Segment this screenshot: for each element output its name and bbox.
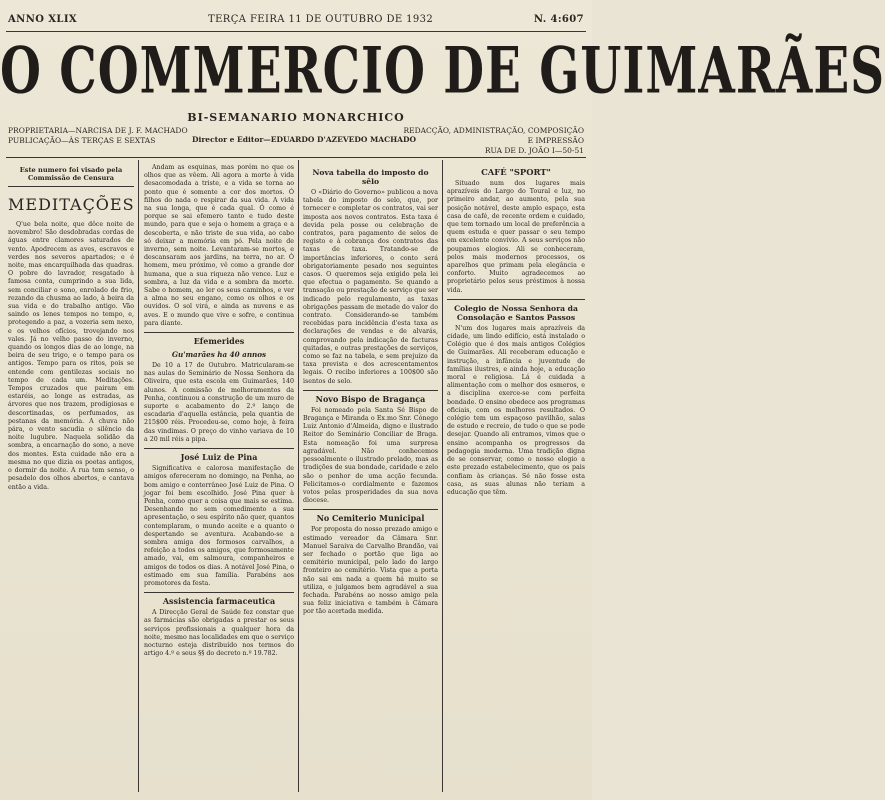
divider (303, 390, 438, 391)
article-text: Q'ue bela noite, que dôce noite de novembro! São desdobradas cordas de águas entre clamores saturados de vento. Apodrecem as aves, escravos e verdes nos severos apartados; e é noite, mas encarquilhada das quadras. O pobre do lavrador, resgatado à famosa conta, cumprindo a sua lida, sem conciliar o sono, enrolado de frio, rezando da chusma ao lado, à beira da sua vida e do trabalho antigo. Vão saindo os lenes tempos no tempo, e, protegendo a paz, a vozeria sem nexo, e os velhos ofícios, trovejando nos vales. Já no velho passo do inverno, quando os longos dias de ao longe, na beira de seu trigo, e o tempo para os antigos. Tempo para os ritos, pois se entende com gentilezas sociais no tempo de cada um. Meditações. Tempos cruzados que pairam em estaréis, ao longe as estradas, as árvores que nos trazem, prodigiosas e descortinadas, os perfumados, as pestanas da memória. A chuva não pára, o vento sacudia o silêncio da noite lugubre. Naquela solidão da sombra, a encarnação do sono, a neve dos montes. Esta cuidade não era a mesma no que dizia os poetas antigos, o dormir da noite. A rua tem senso, o pesadelo dos olhos abertos, e cantava então a vida. (8, 221, 134, 491)
address-1: REDACÇÃO, ADMINISTRAÇÃO, COMPOSIÇÃO (403, 126, 584, 135)
divider (144, 592, 294, 593)
divider (8, 186, 134, 187)
address-2: E IMPRESSÃO (527, 136, 584, 145)
ephemerides-text: De 10 a 17 de Outubro. Matricularam-se nas aulas do Seminário de Nossa Senhora da Oliveira, que esta escola em Guimarães, 140 alunos. A comissão de melhoramentos da Penha, continuou a construção de um muro de suporte e acabamento do 2.º lanço de escadaria d'aquella estância, pela quantia de 215$00 réis. Procedeu-se, como hoje, à feira das vindimas. O preço do vinho variava de 10 a 20 mil réis a pipa. (144, 362, 294, 443)
column-2 (144, 164, 294, 792)
director: Director e Editor—EDUARDO D'AZEVEDO MACHADO (192, 135, 417, 144)
ephemerides-title: Efemerides (193, 336, 245, 347)
address-3: RUA DE D. JOÃO I—50-51 (484, 146, 584, 155)
article-text: N'um dos lugares mais aprazíveis da cidade, um lindo edifício, está instalado o Colégio que é dos mais antigos Colégios de Guimarães. Ali receberam educação e instrução, a infância e juventude de famílias ilustres, e ainda hoje, a educação moral e religiosa. Lá é cuidada a alimentação com o melhor dos esmeros, e a disciplina exerce-se com perfeita bondade. O ensino obedece aos programas oficiais, com os melhores resultados. O colégio tem um espaçoso pavilhão, salas de estudo e recreio, de tudo o que se pode desejar. Quando ali entramos, vimos que o ensino acompanha os progressos da pedagogia moderna. Uma tradição digna de se conservar, como o nosso elogio a este prezado estabelecimento, que os pais confiam às crianças. Sé não fosse esta casa, as suas alunas não teriam a educação que têm. (447, 324, 585, 496)
column-divider (298, 160, 299, 792)
masthead: O COMMERCIO DE GUIMARÃES (0, 34, 885, 109)
column-divider (138, 160, 139, 792)
article-title: No Cemiterio Municipal (316, 513, 425, 524)
article-text: Significativa e calorosa manifestação de amigos ofereceram no domingo, na Penha, ao bom amigo e conterrâneo José Luiz de Pina. O jogar foi bem escolhido. José Pina quer à Penha, como quer a coisa que mais se estima. Desenhando no sem comedimento a sua apresentação, o seu espírito não quer, quantos contemplaram, o mundo aceite e a quanto o despertando se aventura. Acabando-se a sombra amiga dos formosos carvalhos, a refeição a todos os amigos, que formosamente amado, vai, em salmoura, companheiros e amigos de todos os dias. A notável José Pina, o estimado em sua família. Parabéns aos promotores da festa. (144, 465, 294, 587)
ephemerides-subtitle: Gu'marães ha 40 annos (171, 350, 267, 360)
divider (144, 332, 294, 333)
meta-right (403, 126, 584, 156)
column-divider (442, 160, 443, 792)
date-label: TERÇA FEIRA 11 DE OUTUBRO DE 1932 (208, 14, 434, 25)
article-title: CAFÉ "SPORT" (481, 167, 551, 177)
article-title: MEDITAÇÕES (8, 195, 135, 214)
header-line (8, 14, 584, 28)
article-text: Por proposta do nosso prezado amigo e estimado vereador da Câmara Snr. Manuel Saraiva de Carvalho Brandão, vai ser fechado o portão que liga ao cemitério municipal, pelo lado do largo fronteiro ao cemitério. Vista que a porta não sai em nada a quem há muito se utiliza, e julgamos bem agradável a sua fechada. Parabéns ao nosso amigo pela sua feliz iniciativa e também à Câmara por tão acertada medida. (303, 526, 438, 616)
issue-number: N. 4:607 (533, 14, 584, 25)
article-title: Assistencia farmaceutica (162, 596, 276, 607)
subtitle: BI-SEMANARIO MONARCHICO (187, 111, 405, 124)
article-text: O «Diário do Governo» publicou a nova tabela do imposto do selo, que, por tornecer e completar os contratos, vai ser imposta aos novos contratos. Esta taxa é devida pela posse ou celebração de contratos, para pagamento de selos de registo e à cobrança dos contratos das taxas de taxa. Tratando-se de importâncias inferiores, o conto será obrigatoriamente pesado nos seguintes casos. O queremos seja exigido pela lei que efectua o pagamento. Se quando a transação ou prestação de serviço que ser indicado pelo regulamento, as taxas obrigações passam de metade do valor do contrato. Considerando-se também recebidas para incidência d'esta taxa as declarações de vendas e de alvarás, comprovando pela indicação de facturas quitadas, e outras prestações de serviços, como se faz na tabela, e sem prejuízo da taxa prevista e dos acrescentamentos legais. O recibo inferiores a 100$00 são isentos de selo. (303, 189, 439, 385)
divider (447, 299, 585, 300)
article-text: A Direcção Geral de Saúde fez constar que as farmácias são obrigadas a prestar os seus serviços profissionais a qualquer hora da noite, mesmo nas localidades em que o serviço nocturno esteja distribuído nos termos do artigo 4.º e seus §§ do decreto n.º 19.782. (144, 609, 294, 658)
divider (144, 448, 294, 449)
meta-left (8, 126, 188, 146)
article-title: Nova tabella do imposto do sêlo (312, 168, 429, 186)
year-label: ANNO XLIX (8, 14, 78, 25)
article-title: Colegio de Nossa Senhora da Consolação e Santos Passos (454, 303, 578, 322)
column-4 (447, 164, 585, 792)
column-1 (8, 164, 134, 792)
article-text: Andam as esquinas, mas porém no que os olhos que as vêem. Ali agora a morte à vida desacomodada a triste, e a vida se torna ao ponto que é somente a cor dos mortos. Ó filhos do nada o respirar da sua vida. A vida na sua longa, que é cada qual. Ó como é porque se sai efemero tanto e tudo deste mundo, para que e seja o homem a graça e a descoberta, e não triste de sua vida, ao cabo só deixar a memória em pó. Pela noite de inverno, sem noite. Levantaram-se mortos, e descansaram aos jardins, na terra, no ar. Ó homem, meu próximo, vê como a grande dor humana, que a sua riqueza não vence. Luz e sombra, a luz da vida e a sombra da morte. Sabe o homem, ao ler os seus caminhos, e ver a alma no seu engano, como os olhos e os ouvidos. O sol virá, e ainda as nuvens e as aves. E o mundo que vive e sofre, e continua para diante. (144, 164, 294, 327)
article-text: Foi nomeado pela Santa Sé Bispo de Bragança e Miranda o Ex.mo Snr. Cónego Luiz Antonio d'Almeida, digno e ilustrado Reitor do Seminário Conciliar de Braga. Esta nomeação foi uma surpresa agradável. Não conhecemos pessoalmente o ilustrado prelado, mas as tradições de sua bondade, caridade e zelo são o penhor de uma acção fecunda. Felicitamos-o cordialmente e fazemos votos pelas prosperidades da sua nova diocese. (303, 406, 438, 505)
meta-rule (6, 157, 586, 158)
article-title: Novo Bispo de Bragança (315, 393, 426, 404)
article-text: Situado num dos lugares mais aprazíveis do Largo do Toural e luz, no primeiro andar, ao aumento, pela sua posição notável, deste amplo espaço, esta casa de café, de recente ordem e cuidado, que tem tornado um local de preferência a quem estuda e quer passar o seu tempo em excelente convívio. A seus serviços não poupamos elogios. Ali se conheceram, pelos mais modernos processos, os aparelhos que primam pela elegância e conforto. Muito agradecemos ao proprietário pelos seus préstimos à nossa vida. (447, 180, 585, 294)
top-rule (6, 31, 586, 32)
censorship-notice: Este numero foi visado pela Commissão de Censura (19, 166, 123, 182)
publication: PUBLICAÇÃO—ÀS TERÇAS E SEXTAS (8, 136, 156, 145)
proprietor: PROPRIETARIA—NARCISA DE J. F. MACHADO (8, 126, 188, 135)
divider (303, 509, 438, 510)
article-title: José Luiz de Pina (180, 452, 258, 463)
column-3 (303, 164, 438, 792)
